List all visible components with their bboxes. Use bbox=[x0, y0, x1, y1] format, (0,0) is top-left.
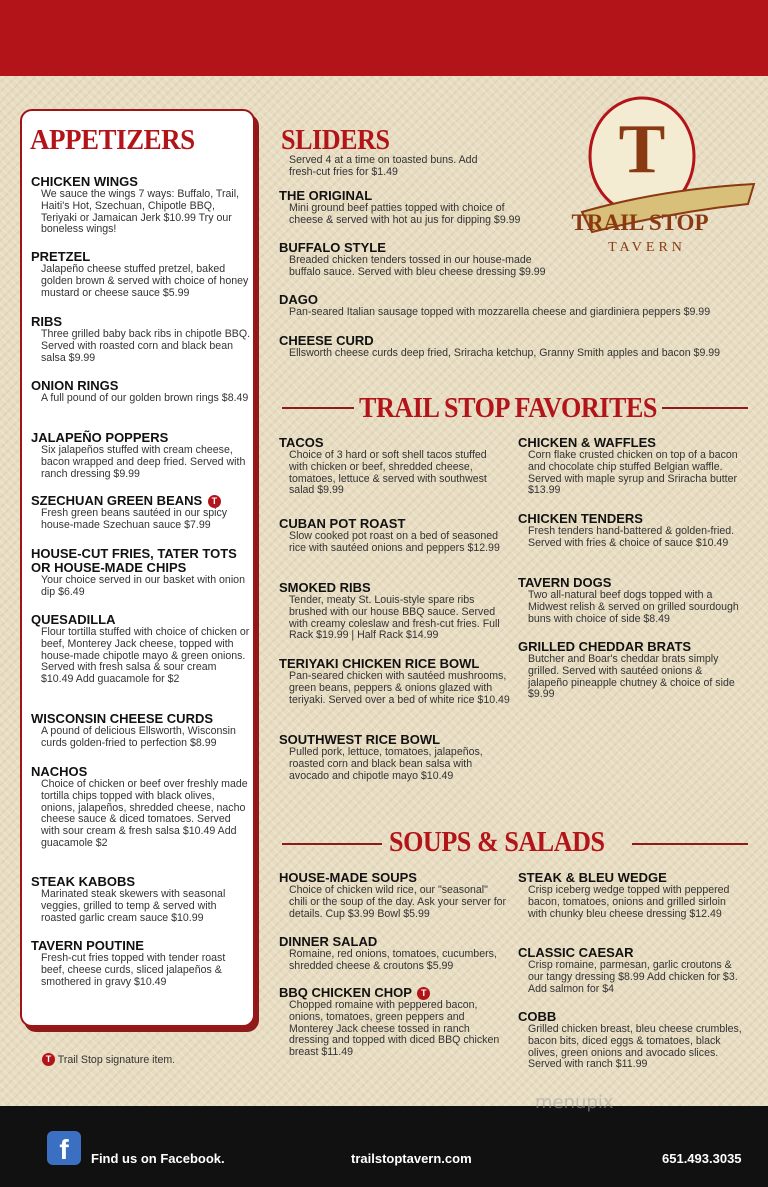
item-name: WISCONSIN CHEESE CURDS bbox=[31, 711, 214, 726]
item-desc: Mini ground beef patties topped with choice of cheese & served with hot au jus for dipping $9.99 bbox=[289, 202, 521, 226]
item-name: CHEESE CURD bbox=[279, 333, 374, 348]
item-name: CHICKEN TENDERS bbox=[518, 511, 643, 526]
item-name: HOUSE-CUT FRIES, TATER TOTS OR HOUSE-MADE CHIPS bbox=[31, 546, 237, 575]
item-desc: A full pound of our golden brown rings $8.49 bbox=[41, 392, 249, 404]
item-name: COBB bbox=[518, 1009, 557, 1024]
item-desc: A pound of delicious Ellsworth, Wisconsin curds golden-fried to perfection $8.99 bbox=[41, 725, 236, 749]
item-desc: Pulled pork, lettuce, tomatoes, jalapeños, roasted corn and black bean salsa with avocado and chipotle mayo $10.49 bbox=[289, 746, 483, 782]
menu-item-cheese-curds bbox=[31, 712, 251, 750]
item-name-text: SZECHUAN GREEN BEANS bbox=[31, 493, 203, 508]
item-name: CHICKEN & WAFFLES bbox=[518, 435, 656, 450]
item-name: TAVERN POUTINE bbox=[31, 938, 144, 953]
item-desc: Flour tortilla stuffed with choice of chicken or beef, Monterey Jack cheese, topped with house-made chipotle mayo & green onions. Served with fresh salsa & sour cream $10.49 Add guacamole for $2 bbox=[41, 626, 250, 686]
item-name: CUBAN POT ROAST bbox=[279, 516, 406, 531]
item-desc: Chopped romaine with peppered bacon, onions, tomatoes, green peppers and Monterey Jack cheese tossed in ranch dressing and topped with diced BBQ chicken breast $11.49 bbox=[289, 999, 500, 1059]
sliders-title: SLIDERS bbox=[281, 124, 390, 156]
menu-item-ribs bbox=[31, 315, 251, 364]
item-name: STEAK & BLEU WEDGE bbox=[518, 870, 667, 885]
logo-name: TRAIL STOP bbox=[571, 210, 709, 235]
item-desc: Six jalapeños stuffed with cream cheese, bacon wrapped and deep fried. Served with ranch dressing $9.99 bbox=[41, 444, 246, 480]
menu-item-tacos bbox=[279, 436, 507, 497]
item-name-text: BBQ CHICKEN CHOP bbox=[279, 985, 412, 1000]
item-name: GRILLED CHEDDAR BRATS bbox=[518, 639, 692, 654]
favorites-title: TRAIL STOP FAVORITES bbox=[359, 392, 657, 424]
menu-item-fries-tots-chips bbox=[31, 547, 251, 599]
divider bbox=[662, 407, 748, 409]
menu-item-cheese-curd bbox=[279, 334, 759, 360]
menu-item-pretzel bbox=[31, 250, 251, 299]
item-name: TAVERN DOGS bbox=[518, 575, 612, 590]
menu-item-onion-rings bbox=[31, 379, 251, 405]
item-name: TERIYAKI CHICKEN RICE BOWL bbox=[279, 656, 480, 671]
menu-item-the-original bbox=[279, 189, 539, 227]
item-desc: Marinated steak skewers with seasonal veggies, grilled to temp & served with roasted garlic cream sauce $10.99 bbox=[41, 888, 226, 924]
trail-stop-logo bbox=[562, 94, 762, 254]
item-desc: Crisp iceberg wedge topped with peppered bacon, tomatoes, onions and grilled sirloin with chunky bleu cheese dressing $12.49 bbox=[528, 884, 730, 920]
menu-item-steak-bleu-wedge bbox=[518, 871, 743, 920]
item-desc: We sauce the wings 7 ways: Buffalo, Trail, Haiti's Hot, Szechuan, Chipotle BBQ, Teriyaki or Jamaican Jerk $10.99 Try our boneless wings! bbox=[41, 188, 240, 236]
item-desc: Fresh-cut fries topped with tender roast beef, cheese curds, sliced jalapeños & smothered in gravy $10.49 bbox=[41, 952, 226, 988]
appetizers-title: APPETIZERS bbox=[30, 124, 195, 156]
item-desc: Fresh tenders hand-battered & golden-fried. Served with fries & choice of sauce $10.49 bbox=[528, 525, 735, 549]
item-name: PRETZEL bbox=[31, 249, 91, 264]
signature-icon: T bbox=[417, 987, 430, 1000]
menu-item-tavern-dogs bbox=[518, 576, 743, 625]
item-desc: Tender, meaty St. Louis-style spare ribs brushed with our house BBQ sauce. Served with creamy coleslaw and fresh-cut fries. Full Rack $19.99 | Half Rack $14.99 bbox=[289, 594, 500, 642]
item-desc: Two all-natural beef dogs topped with a Midwest relish & served on grilled sourdough buns with choice of side $8.49 bbox=[528, 589, 739, 625]
menu-item-nachos bbox=[31, 765, 251, 850]
footer-bar bbox=[0, 1106, 768, 1187]
signature-icon: T bbox=[42, 1053, 55, 1066]
menu-item-steak-kabobs bbox=[31, 875, 251, 924]
signature-icon: T bbox=[208, 495, 221, 508]
menu-item-chicken-wings bbox=[31, 175, 251, 236]
phone-number[interactable]: 651.493.3035 bbox=[662, 1151, 742, 1166]
menu-item-buffalo-style bbox=[279, 241, 559, 279]
logo-letter: T bbox=[618, 111, 666, 188]
menu-item-chicken-waffles bbox=[518, 436, 743, 497]
item-name: SMOKED RIBS bbox=[279, 580, 371, 595]
item-desc: Choice of chicken or beef over freshly made tortilla chips topped with black olives, onions, jalapeños, shredded cheese, nacho cheese sauce & diced tomatoes. Served with sour cream & fresh salsa $10.49 Add guacamole $2 bbox=[41, 778, 248, 849]
item-name: HOUSE-MADE SOUPS bbox=[279, 870, 417, 885]
logo-subtitle: TAVERN bbox=[608, 240, 686, 254]
facebook-link[interactable]: Find us on Facebook. bbox=[91, 1151, 225, 1166]
signature-note bbox=[40, 1053, 175, 1066]
item-desc: Butcher and Boar's cheddar brats simply grilled. Served with sautéed onions & jalapeño pineapple chutney & choice of side $9.99 bbox=[528, 653, 735, 701]
menu-item-house-soups bbox=[279, 871, 509, 920]
top-banner bbox=[0, 0, 768, 76]
item-name: CHICKEN WINGS bbox=[31, 174, 138, 189]
menu-item-bbq-chicken-chop bbox=[279, 986, 509, 1059]
item-name bbox=[31, 494, 251, 508]
item-desc: Fresh green beans sautéed in our spicy house-made Szechuan sauce $7.99 bbox=[41, 507, 228, 531]
item-desc: Breaded chicken tenders tossed in our house-made buffalo sauce. Served with bleu cheese dressing $9.99 bbox=[289, 254, 546, 278]
item-name: STEAK KABOBS bbox=[31, 874, 136, 889]
item-name: ONION RINGS bbox=[31, 378, 119, 393]
divider bbox=[282, 407, 354, 409]
menu-item-jalapeno-poppers bbox=[31, 431, 251, 480]
menu-item-szechuan-green-beans bbox=[31, 494, 251, 532]
menu-item-dago bbox=[279, 293, 749, 319]
item-desc: Romaine, red onions, tomatoes, cucumbers, shredded cheese & croutons $5.99 bbox=[289, 948, 497, 972]
menu-item-cuban-pot-roast bbox=[279, 517, 507, 555]
menu-item-cobb bbox=[518, 1010, 743, 1071]
soups-title: SOUPS & SALADS bbox=[389, 826, 605, 858]
menu-item-dinner-salad bbox=[279, 935, 509, 973]
facebook-icon[interactable]: f bbox=[47, 1131, 81, 1165]
item-desc: Choice of chicken wild rice, our "seasonal" chili or the soup of the day. Ask your server for details. Cup $3.99 Bowl $5.99 bbox=[289, 884, 507, 920]
item-name: DINNER SALAD bbox=[279, 934, 378, 949]
item-name: JALAPEÑO POPPERS bbox=[31, 430, 169, 445]
menu-item-cheddar-brats bbox=[518, 640, 743, 701]
item-desc: Corn flake crusted chicken on top of a bacon and chocolate chip stuffed Belgian waffle. Served with maple syrup and Sriracha butter $13.99 bbox=[528, 449, 738, 497]
menu-item-smoked-ribs bbox=[279, 581, 511, 642]
divider bbox=[282, 843, 382, 845]
item-name: RIBS bbox=[31, 314, 63, 329]
sliders-intro: Served 4 at a time on toasted buns. Add fresh-cut fries for $1.49 bbox=[289, 154, 478, 178]
website-link[interactable]: trailstoptavern.com bbox=[351, 1151, 472, 1166]
menu-item-chicken-tenders bbox=[518, 512, 743, 550]
menu-item-southwest-bowl bbox=[279, 733, 504, 782]
item-name: THE ORIGINAL bbox=[279, 188, 373, 203]
menu-item-tavern-poutine bbox=[31, 939, 251, 988]
item-name: QUESADILLA bbox=[31, 612, 116, 627]
item-desc: Grilled chicken breast, bleu cheese crumbles, bacon bits, diced eggs & tomatoes, black olives, green onions and avocado slices. Served with ranch $11.99 bbox=[528, 1023, 742, 1071]
item-desc: Pan-seared chicken with sautéed mushrooms, green beans, peppers & onions glazed with teriyaki. Served over a bed of white rice $10.49 bbox=[289, 670, 510, 706]
item-desc: Jalapeño cheese stuffed pretzel, baked golden brown & served with choice of honey mustard or cheese sauce $5.99 bbox=[41, 263, 249, 299]
item-name: SOUTHWEST RICE BOWL bbox=[279, 732, 441, 747]
item-name: BUFFALO STYLE bbox=[279, 240, 386, 255]
item-desc: Slow cooked pot roast on a bed of seasoned rice with sautéed onions and peppers $12.99 bbox=[289, 530, 500, 554]
item-desc: Pan-seared Italian sausage topped with mozzarella cheese and giardiniera peppers $9.99 bbox=[289, 306, 711, 318]
signature-note-text: Trail Stop signature item. bbox=[57, 1054, 176, 1066]
item-name: NACHOS bbox=[31, 764, 88, 779]
item-desc: Your choice served in our basket with onion dip $6.49 bbox=[41, 574, 245, 598]
item-name: TACOS bbox=[279, 435, 324, 450]
item-desc: Choice of 3 hard or soft shell tacos stuffed with chicken or beef, shredded cheese, tomatoes, lettuce & served with southwest salad $9.99 bbox=[289, 449, 487, 497]
divider bbox=[632, 843, 748, 845]
item-name: CLASSIC CAESAR bbox=[518, 945, 634, 960]
item-desc: Three grilled baby back ribs in chipotle BBQ. Served with roasted corn and black bean salsa $9.99 bbox=[41, 328, 251, 364]
watermark: menupix bbox=[535, 1092, 614, 1113]
item-name bbox=[279, 986, 509, 1000]
item-name: DAGO bbox=[279, 292, 318, 307]
item-desc: Crisp romaine, parmesan, garlic croutons & our tangy dressing $8.99 Add chicken for $3. Add salmon for $4 bbox=[528, 959, 738, 995]
item-desc: Ellsworth cheese curds deep fried, Sriracha ketchup, Granny Smith apples and bacon $9.99 bbox=[289, 347, 721, 359]
menu-item-classic-caesar bbox=[518, 946, 743, 995]
menu-item-teriyaki-bowl bbox=[279, 657, 511, 706]
menu-item-quesadilla bbox=[31, 613, 251, 686]
